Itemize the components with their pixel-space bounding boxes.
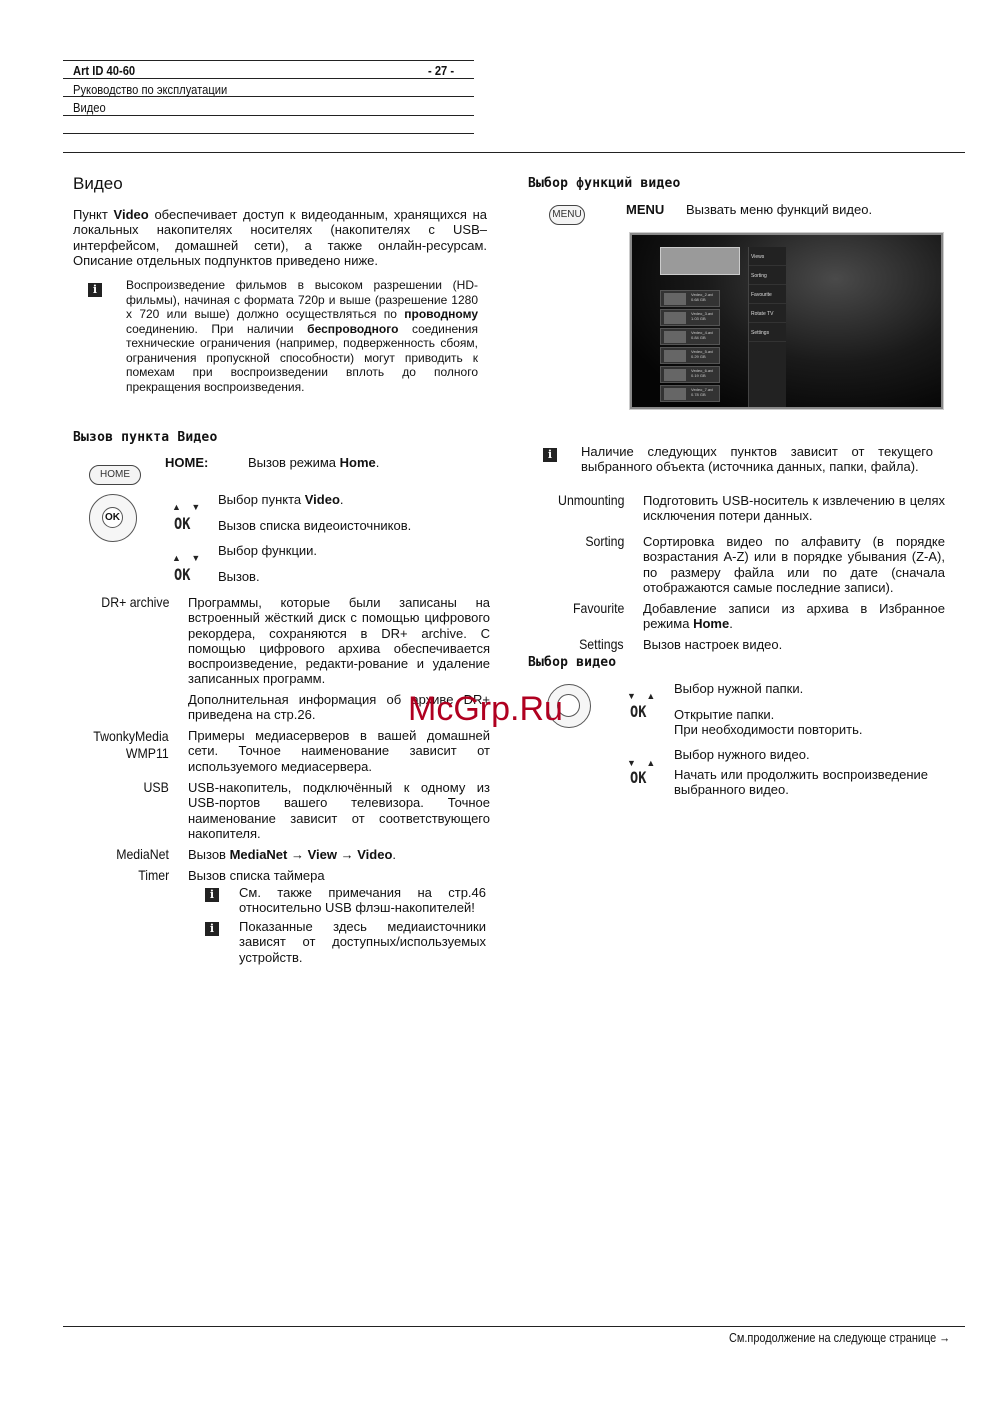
- watermark-logo: McGrp.Ru: [408, 690, 563, 728]
- select-folder: Выбор нужной папки.: [674, 681, 804, 696]
- page-number: - 27 -: [428, 63, 455, 78]
- timer-text: Вызов списка таймера: [188, 868, 325, 883]
- tv-screenshot: [630, 233, 943, 409]
- settings-label: Settings: [579, 636, 624, 652]
- tv-list-item: Vedeo_3.avi 1.03 GB: [660, 309, 720, 326]
- timer-label: Timer: [137, 867, 169, 883]
- usb-text: USB-накопитель, подключённый к одному из USB-портов вашего телевизора. Точное наименование зависит от соответствующего накопителя.: [188, 780, 490, 841]
- info-icon: i: [205, 922, 219, 936]
- medianet-label: MediaNet: [116, 846, 169, 862]
- functions-heading: Выбор функций видео: [528, 176, 681, 191]
- tv-list-item: Vedeo_7.avi 0.78 GB: [660, 385, 720, 402]
- play-video: Начать или продолжить воспроизведение выбранного видео.: [674, 767, 928, 798]
- tv-list-item: Vedeo_5.avi 0.29 GB: [660, 347, 720, 364]
- footer-rule: [63, 1326, 965, 1327]
- ok-icon: OK: [174, 514, 191, 533]
- page-rule: [63, 152, 965, 153]
- page-title: Видео: [73, 174, 123, 193]
- tv-list-item: Vedeo_2.avi 0.68 GB: [660, 290, 720, 307]
- select-video: Выбор нужного видео.: [674, 747, 810, 762]
- ok-icon: OK: [630, 768, 647, 787]
- tv-preview: [660, 247, 740, 275]
- menu-button-icon: MENU: [549, 205, 585, 225]
- call-video-heading: Вызов пункта Видео: [73, 430, 218, 445]
- home-button-icon: HOME: [89, 465, 141, 485]
- step-call: Вызов.: [218, 569, 260, 584]
- header-rule: [63, 78, 474, 79]
- twonky-text: Примеры медиасерверов в вашей домашней сети. Точное наименование зависит от используемого медиасервера.: [188, 728, 490, 774]
- header-rule-top: [63, 60, 474, 61]
- step-source-list: Вызов списка видеоисточников.: [218, 518, 412, 533]
- dr-archive-text: Программы, которые были записаны на встроенный жёсткий диск с помощью цифрового рекордера, сохраняются в DR+ archive. С помощью цифрового архива обеспечивается воспроизведение, редакти-рование и удаление записанных программ.: [188, 595, 490, 687]
- open-folder: Открытие папки.: [674, 707, 775, 722]
- usb-note: См. также примечания на стр.46 относительно USB флэш-накопителей!: [239, 885, 486, 916]
- tv-function-menu: [748, 247, 786, 407]
- dr-archive-more: Дополнительная информация об архиве DR+ приведена на стр.26.: [188, 692, 490, 723]
- favourite-label: Favourite: [572, 600, 624, 616]
- unmounting-label: Unmounting: [557, 492, 624, 508]
- step-select-function: Выбор функции.: [218, 543, 318, 558]
- tv-list-item: Vedeo_4.avi 0.84 GB: [660, 328, 720, 345]
- ok-icon: OK: [174, 565, 191, 584]
- wmp11-label: WMP11: [126, 745, 169, 761]
- ok-icon: OK: [630, 702, 647, 721]
- continued-note: См.продолжение на следующе странице →: [729, 1330, 951, 1345]
- tv-menu-item: Sorting: [749, 266, 786, 285]
- sorting-text: Сортировка видео по алфавиту (в порядке возрастания A-Z) или в порядке убывания (Z-A), по размеру файла или по дате (сначала отображаются самые последние записи).: [643, 534, 945, 595]
- usb-label: USB: [143, 779, 169, 795]
- info-icon: i: [88, 283, 102, 297]
- home-description: Вызов режима Home.: [248, 455, 380, 470]
- tv-menu-item: Settings: [749, 323, 786, 342]
- step-select-video: Выбор пункта Video.: [218, 492, 344, 507]
- home-key-label: HOME:: [165, 455, 209, 470]
- unmounting-text: Подготовить USB-носитель к извлечению в целях исключения потери данных.: [643, 493, 945, 524]
- repeat-if-needed: При необходимости повторить.: [674, 722, 863, 737]
- sources-note: Показанные здесь медиаисточники зависят от доступных/используемых устройств.: [239, 919, 486, 965]
- down-up-arrows-icon: ▼ ▲: [627, 691, 660, 701]
- select-video-heading: Выбор видео: [528, 655, 617, 670]
- hd-note: Воспроизведение фильмов в высоком разрешении (HD-фильмы), начиная с формата 720p и выше (разрешение 1280 x 720 или выше) должно осуществляться по проводному соединению. При наличии беспроводного соединения технические ограничения (например, подверженность сбоям, ограничения пропускной способности) могут приводить к помехам при воспроизведении вплоть до полного прекращения воспроизведения.: [126, 278, 479, 394]
- down-up-arrows-icon: ▼ ▲: [627, 758, 660, 768]
- header-rule: [63, 133, 474, 134]
- manual-title: Руководство по эксплуатации: [73, 82, 228, 97]
- twonky-label: TwonkyMedia: [93, 728, 169, 744]
- info-icon: i: [205, 888, 219, 902]
- tv-menu-item: Views: [749, 247, 786, 266]
- dr-archive-label: DR+ archive: [100, 594, 169, 610]
- medianet-text: Вызов MediaNet → View → Video.: [188, 847, 397, 862]
- depends-note: Наличие следующих пунктов зависит от текущего выбранного объекта (источника данных, папки, файла).: [581, 444, 933, 475]
- up-down-arrows-icon: ▲ ▼: [172, 502, 205, 512]
- settings-text: Вызов настроек видео.: [643, 637, 783, 652]
- tv-menu-item: Favourite: [749, 285, 786, 304]
- art-id: Art ID 40-60: [73, 63, 136, 78]
- header-rule: [63, 115, 474, 116]
- intro-paragraph: Пункт Video обеспечивает доступ к видеоданным, хранящихся на локальных накопителях носителях (накопителях с USB–интерфейсом, домашней сети), а также онлайн-ресурсам. Описание отдельных подпунктов приведено ниже.: [73, 207, 487, 268]
- section-title: Видео: [73, 100, 106, 115]
- info-icon: i: [543, 448, 557, 462]
- tv-list-item: Vedeo_6.avi 0.19 GB: [660, 366, 720, 383]
- up-down-arrows-icon: ▲ ▼: [172, 553, 205, 563]
- header-rule: [63, 96, 474, 97]
- menu-description: Вызвать меню функций видео.: [686, 202, 873, 217]
- menu-key-label: MENU: [626, 202, 665, 217]
- sorting-label: Sorting: [584, 533, 624, 549]
- tv-menu-item: Rotate TV: [749, 304, 786, 323]
- dpad-ok-icon: OK: [89, 494, 137, 542]
- favourite-text: Добавление записи из архива в Избранное режима Home.: [643, 601, 945, 632]
